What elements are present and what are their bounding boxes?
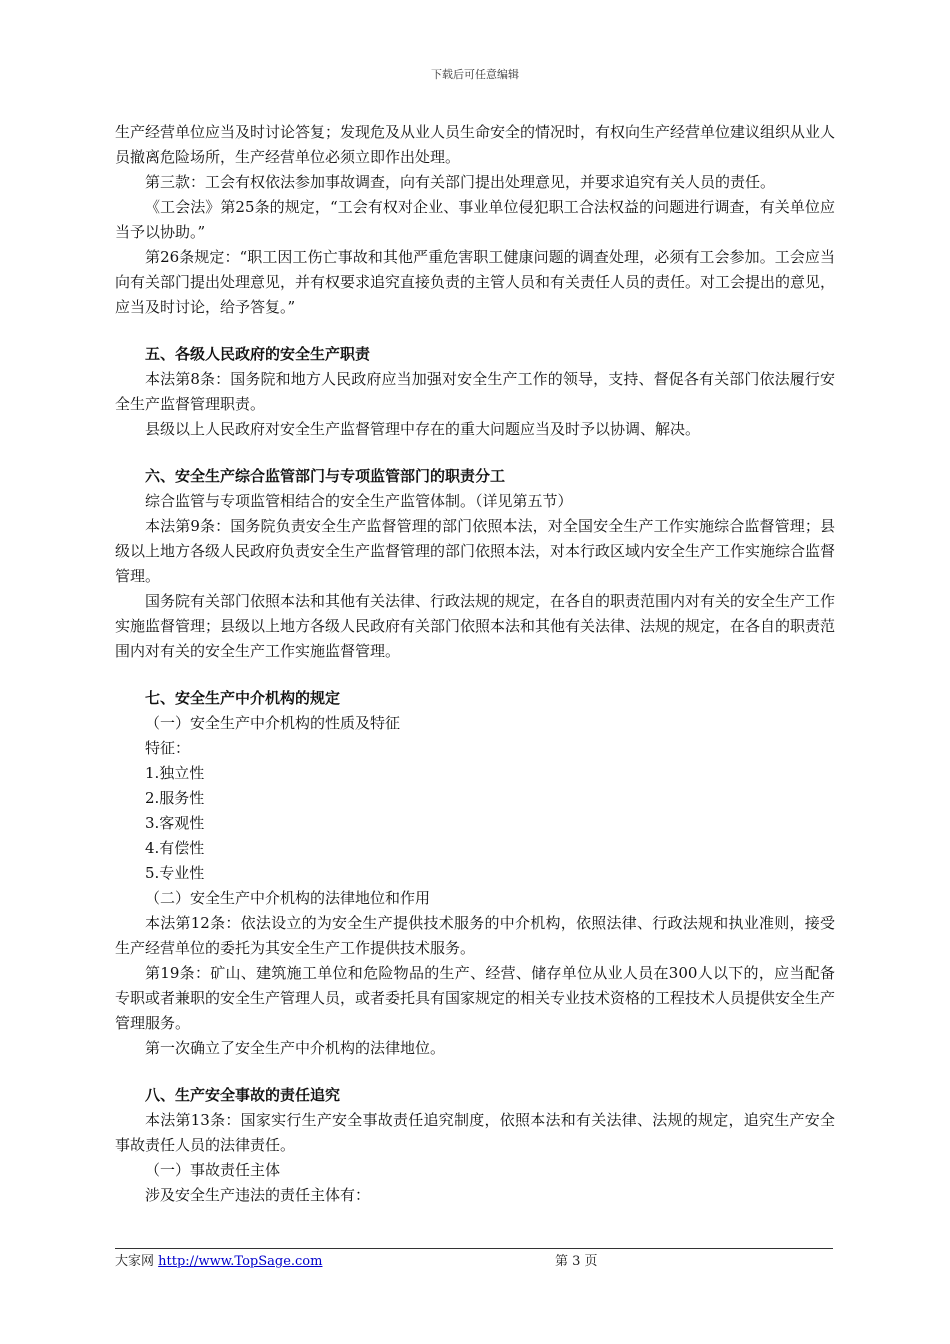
paragraph: 生产经营单位应当及时讨论答复；发现危及从业人员生命安全的情况时，有权向生产经营单位建议组织从业人员撤离危险场所，生产经营单位必须立即作出处理。 (115, 123, 836, 166)
paragraph: 第26条规定：“职工因工伤亡事故和其他严重危害职工健康问题的调查处理，必须有工会参加。工会应当向有关部门提出处理意见，并有权要求追究直接负责的主管人员和有关责任人员的责任。对工会提出的意见，应当及时讨论，给予答复。” (115, 248, 836, 316)
paragraph: 国务院有关部门依照本法和其他有关法律、行政法规的规定，在各自的职责范围内对有关的安全生产工作实施监督管理；县级以上地方各级人民政府有关部门依照本法和其他有关法律、法规的规定，在各自的职责范围内对有关的安全生产工作实施监督管理。 (115, 592, 836, 660)
list-item: 4.有偿性 (145, 839, 205, 857)
list-item: 5.专业性 (145, 864, 205, 882)
paragraph: 第19条：矿山、建筑施工单位和危险物品的生产、经营、储存单位从业人员在300人以下的，应当配备专职或者兼职的安全生产管理人员，或者委托具有国家规定的相关专业技术资格的工程技术人员提供安全生产管理服务。 (115, 964, 836, 1032)
section-heading: 七、安全生产中介机构的规定 (145, 689, 341, 707)
footer-link[interactable]: http://www.TopSage.com (158, 1254, 323, 1269)
footer-divider (115, 1248, 833, 1249)
paragraph: 本法第8条：国务院和地方人民政府应当加强对安全生产工作的领导，支持、督促各有关部门依法履行安全生产监督管理职责。 (115, 370, 835, 413)
paragraph: 本法第12条：依法设立的为安全生产提供技术服务的中介机构，依照法律、行政法规和执业准则，接受生产经营单位的委托为其安全生产工作提供技术服务。 (115, 914, 835, 957)
paragraph: 本法第13条：国家实行生产安全事故责任追究制度，依照本法和有关法律、法规的规定，追究生产安全事故责任人员的法律责任。 (115, 1111, 835, 1154)
paragraph: 县级以上人民政府对安全生产监督管理中存在的重大问题应当及时予以协调、解决。 (145, 420, 701, 438)
subsection-heading: （一）事故责任主体 (145, 1161, 281, 1179)
paragraph: 第一次确立了安全生产中介机构的法律地位。 (145, 1039, 446, 1057)
paragraph: 涉及安全生产违法的责任主体有： (145, 1186, 371, 1204)
paragraph: 综合监管与专项监管相结合的安全生产监管体制。（详见第五节） (145, 492, 573, 510)
list-item: 1.独立性 (145, 764, 205, 782)
paragraph: 第三款：工会有权依法参加事故调查，向有关部门提出处理意见，并要求追究有关人员的责任。 (145, 173, 776, 191)
subsection-heading: （二）安全生产中介机构的法律地位和作用 (145, 889, 431, 907)
section-heading: 五、各级人民政府的安全生产职责 (145, 345, 371, 363)
section-heading: 八、生产安全事故的责任追究 (145, 1086, 341, 1104)
section-heading: 六、安全生产综合监管部门与专项监管部门的职责分工 (145, 467, 506, 485)
paragraph: 《工会法》第25条的规定，“工会有权对企业、事业单位侵犯职工合法权益的问题进行调查，有关单位应当予以协助。” (115, 198, 835, 241)
paragraph: 本法第9条：国务院负责安全生产监督管理的部门依照本法，对全国安全生产工作实施综合监督管理；县级以上地方各级人民政府负责安全生产监督管理的部门依照本法，对本行政区域内安全生产工作实施综合监督管理。 (115, 517, 836, 585)
page-number: 第 3 页 (555, 1254, 598, 1269)
footer-site (115, 1250, 322, 1269)
list-item: 2.服务性 (145, 789, 205, 807)
document-body (115, 120, 835, 1208)
subsection-heading: （一）安全生产中介机构的性质及特征 (145, 714, 401, 732)
footer-site-name: 大家网 (115, 1254, 155, 1269)
list-item: 3.客观性 (145, 814, 205, 832)
paragraph: 特征： (145, 739, 191, 757)
page-header: 下载后可任意编辑 (431, 68, 519, 81)
